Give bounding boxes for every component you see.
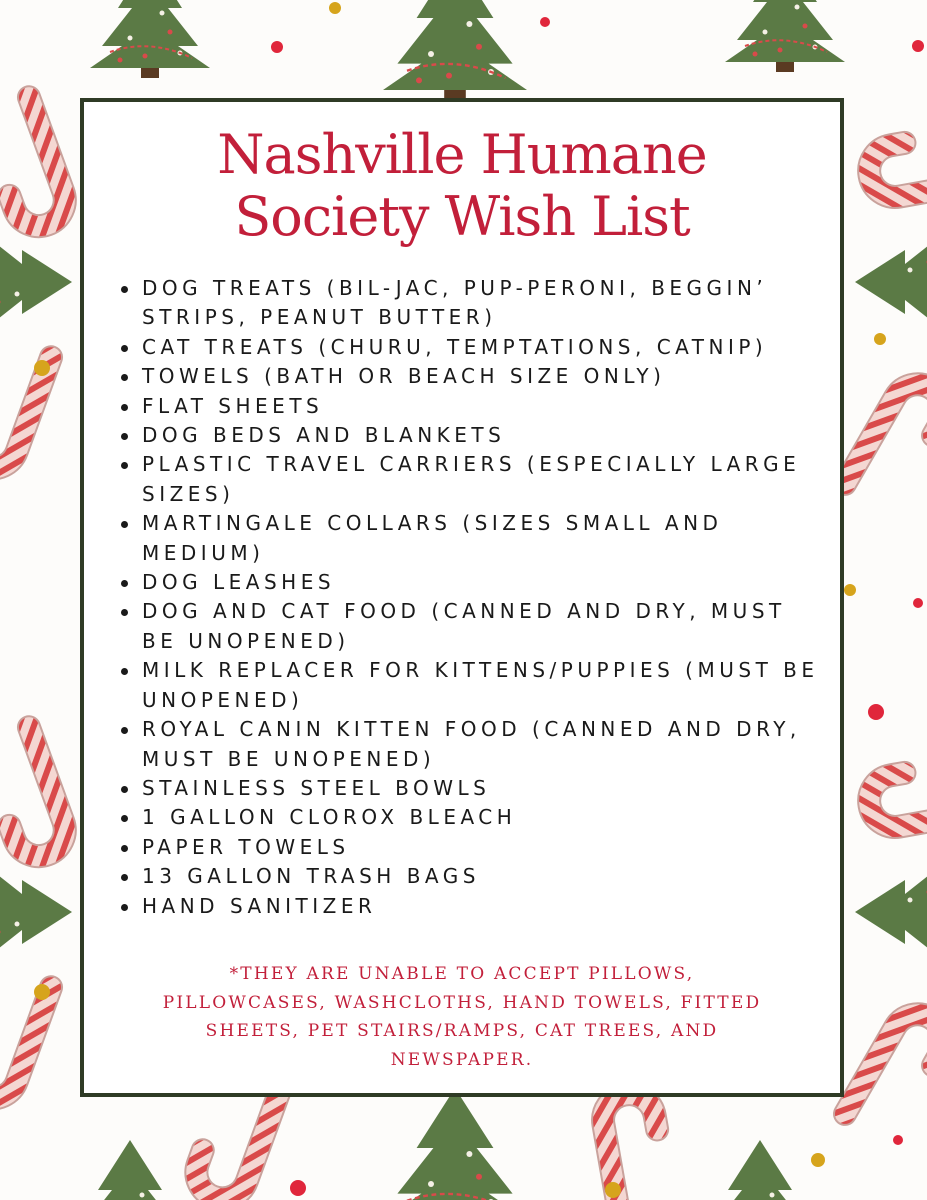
candy-cane-icon: [865, 758, 927, 831]
list-item: MILK REPLACER FOR KITTENS/PUPPIES (MUST BE UNOPENED): [142, 656, 820, 715]
christmas-tree-icon: [855, 222, 927, 342]
christmas-tree-icon: [383, 0, 527, 102]
list-item: DOG BEDS AND BLANKETS: [142, 421, 820, 450]
christmas-tree-icon: [70, 1140, 190, 1200]
list-item: ROYAL CANIN KITTEN FOOD (CANNED AND DRY, MUST BE UNOPENED): [142, 715, 820, 774]
list-item: MARTINGALE COLLARS (SIZES SMALL AND MEDIUM): [142, 509, 820, 568]
candy-cane-icon: [0, 97, 72, 233]
title-line-2: Society Wish List: [234, 185, 690, 248]
list-item: DOG AND CAT FOOD (CANNED AND DRY, MUST BE UNOPENED): [142, 597, 820, 656]
list-item: TOWELS (BATH OR BEACH SIZE ONLY): [142, 362, 820, 391]
christmas-tree-icon: [90, 0, 210, 78]
list-item: CAT TREATS (CHURU, TEMPTATIONS, CATNIP): [142, 333, 820, 362]
list-item: 13 GALLON TRASH BAGS: [142, 862, 820, 891]
exclusions-note: *THEY ARE UNABLE TO ACCEPT PILLOWS, PILLOWCASES, WASHCLOTHS, HAND TOWELS, FITTED SHEETS, PET STAIRS/RAMPS, CAT TREES, AND NEWSPAPER.: [162, 964, 762, 1070]
christmas-tree-icon: [383, 1088, 527, 1200]
candy-cane-icon: [865, 128, 927, 201]
christmas-tree-icon: [0, 222, 72, 342]
list-item: DOG TREATS (BIL-JAC, PUP-PERONI, BEGGIN’ STRIPS, PEANUT BUTTER): [142, 274, 820, 333]
candy-cane-icon: [0, 339, 51, 475]
christmas-tree-icon: [855, 852, 927, 972]
christmas-tree-icon: [700, 1140, 820, 1200]
title-line-1: Nashville Humane: [217, 123, 707, 186]
list-item: PLASTIC TRAVEL CARRIERS (ESPECIALLY LARGE SIZES): [142, 450, 820, 509]
list-item: DOG LEASHES: [142, 568, 820, 597]
list-item: 1 GALLON CLOROX BLEACH: [142, 803, 820, 832]
christmas-tree-icon: [0, 852, 72, 972]
christmas-tree-icon: [725, 0, 845, 72]
list-item: PAPER TOWELS: [142, 833, 820, 862]
list-item: STAINLESS STEEL BOWLS: [142, 774, 820, 803]
candy-cane-icon: [845, 375, 927, 510]
wish-list-card: [80, 98, 844, 1097]
list-item: FLAT SHEETS: [142, 392, 820, 421]
list-item: HAND SANITIZER: [142, 892, 820, 921]
page-title: [84, 124, 840, 248]
wish-list: [142, 274, 820, 921]
candy-cane-icon: [845, 1005, 927, 1140]
candy-cane-icon: [0, 727, 72, 863]
